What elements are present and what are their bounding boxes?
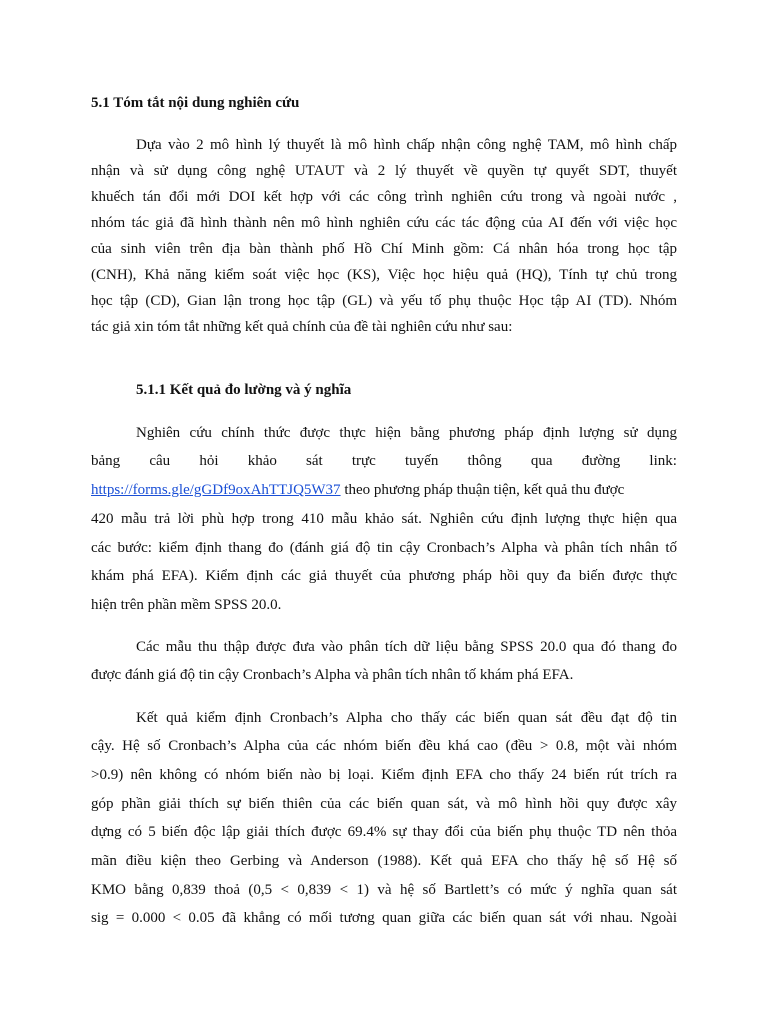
paragraph-line: KMO bằng 0,839 thoả (0,5 < 0,839 < 1) và hệ số Bartlett’s có mức ý nghĩa quan sát (91, 882, 677, 898)
word: khảo (247, 453, 277, 469)
word: tuyến (405, 453, 439, 469)
paragraph-line: được đánh giá độ tin cậy Cronbach’s Alpha và phân tích nhân tố khám phá EFA. (91, 667, 574, 683)
paragraph-line: của sinh viên trên địa bàn thành phố Hồ Chí Minh gồm: Cá nhân hóa trong học tập (91, 241, 677, 257)
paragraph-line: tác giả xin tóm tắt những kết quả chính của đề tài nghiên cứu như sau: (91, 319, 513, 335)
paragraph-line: Các mẫu thu thập được đưa vào phân tích dữ liệu bằng SPSS 20.0 qua đó thang đo (136, 639, 677, 655)
paragraph-line: Nghiên cứu chính thức được thực hiện bằng phương pháp định lượng sử dụng (136, 425, 677, 441)
word: hỏi (199, 453, 219, 469)
paragraph-line: dựng có 5 biến độc lập giải thích được 69.4% sự thay đổi của biến phụ thuộc TD nên thỏa (91, 824, 677, 840)
paragraph-line: góp phần giải thích sự biến thiên của các biến quan sát, và mô hình hồi quy được xây (91, 796, 677, 812)
link-trailing-text: theo phương pháp thuận tiện, kết quả thu được (340, 482, 625, 498)
paragraph-line: các bước: kiểm định thang đo (đánh giá độ tin cậy Cronbach’s Alpha và phân tích nhân tố (91, 540, 677, 556)
paragraph-line: nhóm tác giả đã hình thành nên mô hình nghiên cứu các tác động của AI đến với việc học (91, 215, 677, 231)
paragraph-line: Kết quả kiểm định Cronbach’s Alpha cho thấy các biến quan sát đều đạt độ tin (136, 710, 677, 726)
paragraph-line: nhận và sử dụng công nghệ UTAUT và 2 lý thuyết về quyền tự quyết SDT, thuyết (91, 163, 677, 179)
paragraph-line (91, 480, 624, 500)
paragraph-line: mãn điều kiện theo Gerbing và Anderson (1988). Kết quả EFA cho thấy hệ số Hệ số (91, 853, 677, 869)
section-heading: 5.1 Tóm tắt nội dung nghiên cứu (91, 95, 300, 111)
paragraph-line: sig = 0.000 < 0.05 đã khẳng có mối tương quan giữa các biến quan sát với nhau. Ngoài (91, 910, 677, 926)
paragraph-line: (CNH), Khả năng kiểm soát việc học (KS), Việc học hiệu quả (HQ), Tính tự chủ trong (91, 267, 677, 283)
paragraph-line: học tập (CD), Gian lận trong học tập (GL) và yếu tố phụ thuộc Học tập AI (TD). Nhóm (91, 293, 677, 309)
paragraph-line-spaced (91, 451, 677, 471)
word: qua (530, 453, 553, 469)
paragraph-line: hiện trên phần mềm SPSS 20.0. (91, 597, 282, 613)
survey-link[interactable]: https://forms.gle/gGDf9oxAhTTJQ5W37 (91, 482, 341, 498)
word: thông (467, 453, 502, 469)
paragraph-line: Dựa vào 2 mô hình lý thuyết là mô hình chấp nhận công nghệ TAM, mô hình chấp (136, 137, 677, 153)
word: trực (351, 453, 376, 469)
paragraph-line: 420 mẫu trả lời phù hợp trong 410 mẫu khảo sát. Nghiên cứu định lượng thực hiện qua (91, 511, 677, 527)
word: câu (149, 453, 171, 469)
subsection-heading: 5.1.1 Kết quả đo lường và ý nghĩa (136, 382, 352, 398)
paragraph-line: >0.9) nên không có nhóm biến nào bị loại. Kiểm định EFA cho thấy 24 biến rút trích ra (91, 767, 677, 783)
word: sát (306, 453, 323, 469)
word: đường (581, 453, 621, 469)
paragraph-line: khuếch tán đổi mới DOI kết hợp với các công trình nghiên cứu trong và ngoài nước , (91, 189, 677, 205)
paragraph-line: cậy. Hệ số Cronbach’s Alpha của các nhóm biến đều khá cao (đều > 0.8, một vài nhóm (91, 738, 677, 754)
paragraph-line: khám phá EFA). Kiểm định các giả thuyết của phương pháp hồi quy đa biến được thực (91, 568, 677, 584)
word: link: (649, 453, 677, 469)
word: bảng (91, 453, 121, 469)
